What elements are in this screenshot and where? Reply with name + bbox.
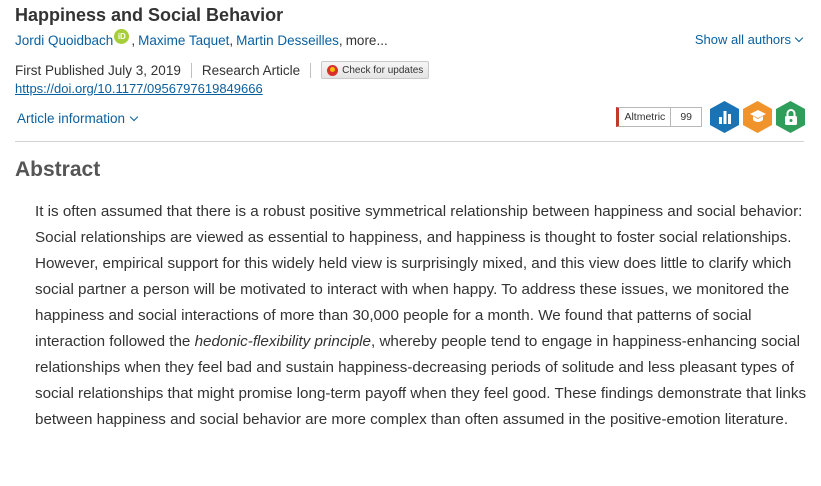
published-date: First Published July 3, 2019 bbox=[15, 62, 181, 78]
altmetric-badge[interactable] bbox=[616, 107, 702, 127]
author-separator: , bbox=[131, 33, 136, 48]
author-list bbox=[15, 33, 388, 48]
article-type: Research Article bbox=[201, 62, 301, 78]
meta-divider bbox=[191, 63, 192, 78]
article-title: Happiness and Social Behavior bbox=[15, 5, 284, 25]
altmetric-label: Altmetric bbox=[616, 107, 670, 127]
chevron-down-icon bbox=[795, 34, 803, 42]
doi-link[interactable]: https://doi.org/10.1177/0956797619849666 bbox=[15, 81, 263, 96]
author-separator: , bbox=[229, 33, 234, 48]
scholar-icon[interactable] bbox=[743, 101, 772, 133]
crossmark-icon bbox=[327, 65, 338, 76]
metrics-icon[interactable] bbox=[710, 101, 739, 133]
author-link[interactable]: Martin Desseilles bbox=[236, 33, 339, 48]
open-access-lock-icon[interactable] bbox=[776, 101, 805, 133]
publication-meta bbox=[15, 61, 429, 79]
chevron-down-icon bbox=[130, 113, 138, 121]
abstract-emphasis: hedonic-flexibility principle bbox=[194, 333, 372, 350]
orcid-icon[interactable]: iD bbox=[114, 29, 129, 44]
article-information-toggle[interactable] bbox=[17, 111, 137, 126]
check-for-updates-button[interactable] bbox=[321, 61, 429, 79]
abstract-text-part: , whereby people tend to engage in happiness-enhancing social relationships when they feel bad and sustain happiness-decreasing periods of solitude and less pleasant types of social relationships that might promise long-term payoff when they feel good. These findings demonstrate that links between happiness and social behavior are more complex than often assumed in the positive-emotion literature. bbox=[35, 333, 807, 428]
article-information-label: Article information bbox=[17, 111, 126, 126]
abstract-heading: Abstract bbox=[15, 158, 101, 181]
show-all-authors-label: Show all authors bbox=[694, 32, 791, 47]
more-authors[interactable]: more... bbox=[345, 33, 388, 48]
section-divider bbox=[15, 141, 804, 142]
altmetric-score: 99 bbox=[670, 107, 702, 127]
abstract-body bbox=[35, 199, 810, 433]
article-badges bbox=[616, 101, 805, 133]
meta-divider bbox=[310, 63, 311, 78]
author-link[interactable]: Maxime Taquet bbox=[138, 33, 230, 48]
author-link[interactable]: Jordi Quoidbach bbox=[15, 33, 114, 48]
check-for-updates-label: Check for updates bbox=[342, 64, 424, 76]
author-separator: , bbox=[338, 33, 343, 48]
show-all-authors-button[interactable] bbox=[695, 32, 802, 47]
abstract-text-part: It is often assumed that there is a robust positive symmetrical relationship between happiness and social behavior: Social relationships are viewed as essential to happiness, and happiness is thought to foster social relationships. However, empirical support for this widely held view is surprisingly mixed, and this view does little to clarify which social partner a person will be motivated to interact with when happy. To address these issues, we monitored the happiness and social interactions of more than 30,000 people for a month. We found that patterns of social interaction followed the bbox=[35, 203, 803, 350]
